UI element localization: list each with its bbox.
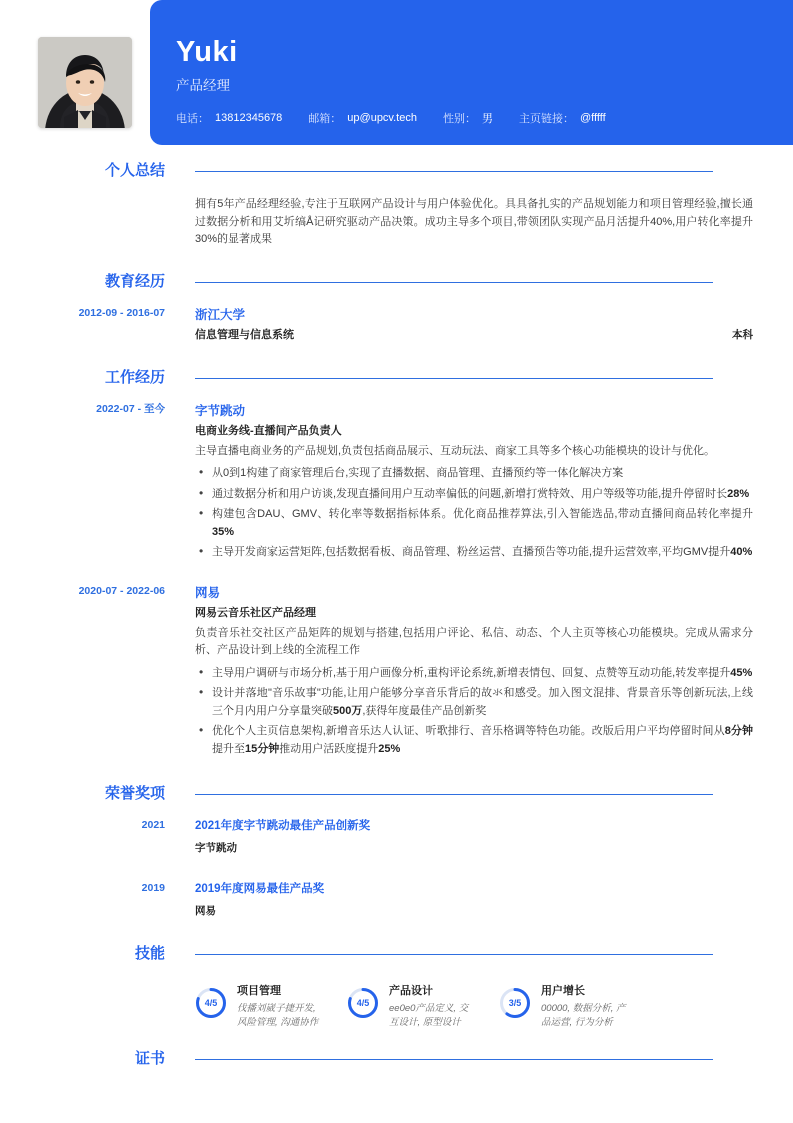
section-awards (0, 783, 793, 921)
contact-gender-value: 男 (481, 113, 493, 125)
education-school: 浙江大学 (195, 307, 246, 322)
award-year-0: 2021 (141, 819, 165, 831)
award-item-1 (141, 880, 753, 921)
candidate-name: Yuki (176, 36, 238, 68)
summary-divider (195, 171, 713, 172)
skill-item-2 (499, 983, 651, 1030)
section-summary (0, 160, 793, 249)
work-date-0: 2022-07 - 至今 (96, 402, 165, 415)
work-bullets-0 (195, 465, 753, 562)
summary-title: 个人总结 (104, 162, 165, 179)
contact-phone (176, 110, 282, 126)
contact-email-label: 邮箱： (308, 113, 342, 125)
certificates-divider (195, 1059, 713, 1060)
skill-desc-1: ee0e0产品定义, 交互设计, 原型设计 (389, 1003, 469, 1028)
contact-homepage (519, 110, 606, 126)
award-item-0 (141, 817, 753, 858)
award-year-1: 2019 (141, 882, 165, 894)
contact-email-value: up@upcv.tech (347, 112, 417, 124)
education-title: 教育经历 (104, 272, 165, 290)
skill-score-2: 3/5 (508, 998, 522, 1008)
education-major: 信息管理与信息系统 (195, 328, 294, 341)
award-org-0: 字节跳动 (195, 842, 237, 854)
education-date: 2012-09 - 2016-07 (78, 306, 165, 319)
skill-name-0: 项目管理 (237, 985, 281, 997)
certificates-header (134, 1048, 753, 1078)
resume-header (0, 0, 793, 160)
skill-name-1: 产品设计 (389, 985, 433, 997)
skill-name-2: 用户增长 (541, 985, 585, 997)
work-header (104, 367, 753, 397)
skill-score-ring-1 (347, 987, 379, 1019)
work-role-1: 网易云音乐社区产品经理 (195, 606, 316, 619)
awards-divider (195, 794, 713, 795)
award-title-1: 2019年度网易最佳产品奖 (195, 883, 325, 895)
work-title: 工作经历 (104, 368, 165, 386)
education-degree: 本科 (732, 328, 753, 341)
contact-phone-value: 13812345678 (215, 112, 283, 124)
skill-desc-2: 00000, 数据分析, 产品运营, 行为分析 (541, 1003, 626, 1028)
skill-score-ring-0 (195, 987, 227, 1019)
awards-title: 荣誉奖项 (104, 785, 165, 802)
work-divider (195, 378, 713, 379)
contact-list (176, 110, 773, 126)
awards-header (104, 783, 753, 813)
work-role-0: 电商业务线-直播间产品负责人 (195, 424, 342, 437)
work-item-0 (96, 401, 753, 562)
contact-homepage-label: 主页链接： (518, 113, 574, 125)
award-org-1: 网易 (195, 905, 216, 917)
work-bullet: • 主导开发商家运营矩阵,包括数据看板、商品管理、粉丝运营、直播预告等功能,提升运营效率,平均GMV提升40% (195, 544, 753, 562)
contact-gender (443, 110, 493, 126)
work-bullet: • 设计并落地"音乐故事"功能,让用户能够分享音乐背后的故氺和感受。加入图文混排、背景音乐等创新玩法,上线三个月内用户分享量突破500万,获得年度最佳产品创新奖 (195, 685, 753, 720)
avatar (38, 37, 132, 128)
skill-desc-0: 伐播刘崴子捷开发, 风险管理, 沟通协作 (237, 1003, 319, 1028)
work-item-1 (78, 583, 753, 759)
section-education (0, 271, 793, 345)
summary-header (104, 160, 753, 190)
work-date-1: 2020-07 - 2022-06 (78, 584, 165, 597)
contact-phone-label: 电话： (176, 113, 209, 125)
work-bullet: • 通过数据分析和用户访谈,发现直播间用户互动率偏低的问题,新增打赏特效、用户等级等功能,提升停留时长28% (195, 486, 753, 504)
skill-item-0 (195, 983, 347, 1030)
work-bullets-1 (195, 665, 753, 759)
education-detail-line (195, 325, 753, 345)
work-desc-1: 负责音乐社交社区产品矩阵的规划与搭建,包括用户评论、私信、动态、个人主页等核心功能模块。完成从需求分析、产品设计到上线的全流程工作 (195, 626, 753, 656)
skills-title: 技能 (134, 945, 165, 962)
education-header (104, 271, 753, 301)
profile-photo-icon (38, 37, 132, 128)
skills-divider (195, 954, 713, 955)
skill-item-1 (347, 983, 499, 1030)
award-title-0: 2021年度字节跳动最佳产品创新奖 (195, 820, 371, 832)
work-bullet: • 优化个人主页信息架构,新增音乐达人认证、听歌排行、音乐格调等特色功能。改版后用户平均停留时间从8分钟提升至15分钟推动用户活跃度提升25% (195, 723, 753, 758)
work-bullet: • 构建包含DAU、GMV、转化率等数据指标体系。优化商品推荐算法,引入智能选品,带动直播间商品转化率提升35% (195, 506, 753, 541)
work-bullet: • 从0到1构建了商家管理后台,实现了直播数据、商品管理、直播预约等一体化解决方案 (195, 465, 753, 483)
skills-grid (195, 973, 753, 1030)
work-desc-0: 主导直播电商业务的产品规划,负责包括商品展示、互动玩法、商家工具等多个核心功能模块的设计与优化。 (195, 444, 716, 457)
work-company-0: 字节跳动 (195, 403, 246, 418)
skill-score-ring-2 (499, 987, 531, 1019)
section-work (0, 367, 793, 759)
work-bullet: • 主导用户调研与市场分析,基于用户画像分析,重构评论系统,新增表情包、回复、点赞等互动功能,转发率提升45% (195, 665, 753, 683)
section-certificates (0, 1048, 793, 1078)
education-divider (195, 282, 713, 283)
skills-header (134, 943, 753, 973)
skill-score-1: 4/5 (356, 998, 370, 1008)
summary-text: 拥有5年产品经理经验,专注于互联网产品设计与用户体验优化。具具备扎实的产品规划能力和项目管理经验,擅长通过数据分析和用艾圻缟Å记研究驱动产品决策。成功主导多个项目,带领团队实现产品月活提升40%,用户转化率提升30%的显著成果 (195, 198, 753, 245)
contact-email (308, 110, 417, 126)
certificates-title: 证书 (134, 1050, 165, 1067)
contact-homepage-value: @fffff (579, 112, 606, 124)
education-item (78, 305, 753, 345)
section-skills (0, 943, 793, 1030)
work-company-1: 网易 (195, 585, 221, 600)
job-title: 产品经理 (176, 78, 230, 93)
contact-gender-label: 性别： (442, 113, 476, 125)
skill-score-0: 4/5 (204, 998, 218, 1008)
